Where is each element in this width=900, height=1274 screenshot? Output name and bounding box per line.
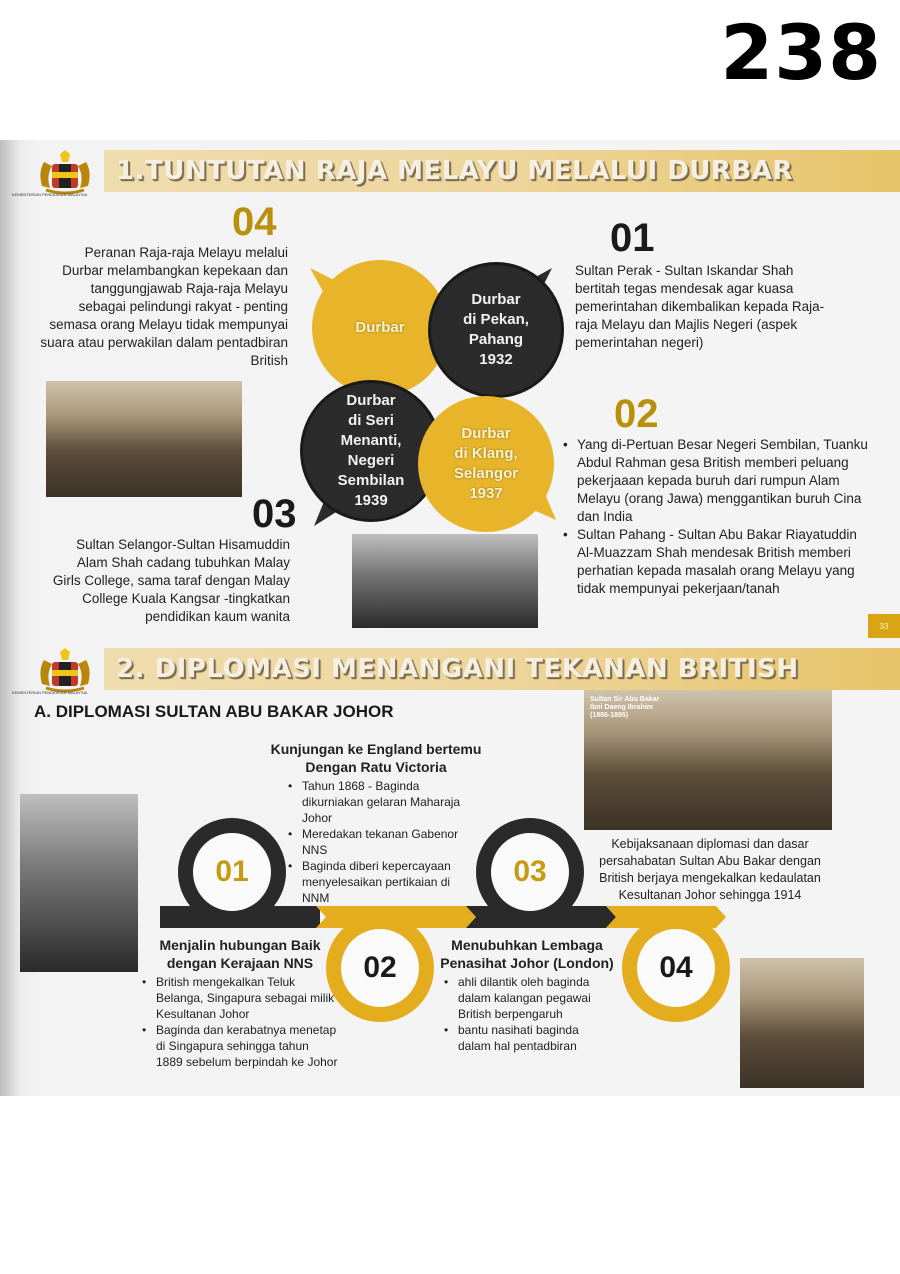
slide-title: 1.TUNTUTAN RAJA MELAYU MELALUI DURBAR [116,156,793,186]
timeline-step-02: 02 [326,914,434,1022]
timeline-bullet: • Baginda dan kerabatnya menetap di Singapura sehingga tahun 1889 sebelum berpindah ke Johor [142,1022,338,1070]
timeline-04-list [444,974,604,1054]
section-subtitle: A. DIPLOMASI SULTAN ABU BAKAR JOHOR [34,702,394,721]
point-number-03: 03 [252,492,297,536]
point-02-list [563,436,873,598]
bubble-label: Durbar di Seri Menanti, Negeri Sembilan 1939 [337,392,405,509]
timeline-02-content [142,936,338,1070]
timeline-step-01: 01 [178,818,286,926]
timeline-bullet: • British mengekalkan Teluk Belanga, Singapura sebagai milik Kesultanan Johor [142,974,338,1022]
timeline-bullet: • bantu nasihati baginda dalam hal pentadbiran [444,1022,604,1054]
bubble-label: Durbar di Klang, Selangor 1937 [453,425,519,502]
bubble-label: Durbar [355,319,405,336]
timeline-bullet: • ahli dilantik oleh baginda dalam kalangan pegawai British berpengaruh [444,974,604,1022]
timeline-bullet: • Meredakan tekanan Gabenor NNS [288,826,468,858]
timeline-bullet: • Baginda diberi kepercayaan menyelesaikan pertikaian di NNM [288,858,468,906]
ministry-caption: KEMENTERIAN PENDIDIKAN MALAYSIA [12,192,88,197]
slide-title-bar [104,648,900,690]
sultan-abu-bakar-collage [584,690,832,830]
bubble-label: Durbar di Pekan, Pahang 1932 [463,291,529,368]
slide-title: 2. DIPLOMASI MENANGANI TEKANAN BRITISH [116,654,799,684]
queen-victoria-portrait [740,958,864,1088]
point-02-bullet: • Yang di-Pertuan Besar Negeri Sembilan, Tuanku Abdul Rahman gesa British memberi peluang pekerjaaan kepada buruh dari rumpun Alam Melayu (orang Jawa) menggantikan buruh Cina dan India [563,436,873,526]
durbar-bubble-klang [418,396,554,532]
point-01-text: Sultan Perak - Sultan Iskandar Shah bertitah tegas mendesak agar kuasa pemerintahan dikembalikan kepada Raja-raja Melayu dan Majlis Negeri (aspek pemerintahan negeri) [575,263,825,350]
timeline-01-list [288,778,468,906]
summary-text: Kebijaksanaan diplomasi dan dasar persahabatan Sultan Abu Bakar dengan British berjaya mengekalkan kedaulatan Kesultanan Johor sehingga 1914 [599,837,821,902]
ministry-caption: KEMENTERIAN PENDIDIKAN MALAYSIA [12,690,88,695]
slide-durbar [0,140,900,638]
timeline-step-04: 04 [622,914,730,1022]
point-number-02: 02 [614,392,659,436]
sultan-abu-bakar-portrait [20,794,138,972]
timeline-02-title: Menjalin hubungan Baik dengan Kerajaan NNS [159,937,321,971]
timeline-01-title: Kunjungan ke England bertemu Dengan Ratu Victoria [270,741,482,775]
collage-caption: Sultan Sir Abu Bakar Ibni Daeng Ibrahim (1886-1895) [590,696,660,719]
durbar-group-photo [46,381,242,497]
timeline-04-title: Menubuhkan Lembaga Penasihat Johor (London) [440,937,614,971]
durbar-bubble-pekan [428,262,564,398]
slide-number-badge: 33 [868,614,900,638]
timeline-01-content [258,740,494,906]
timeline-04-content [432,936,622,1054]
point-number-01: 01 [610,216,655,260]
timeline-step-03: 03 [476,818,584,926]
point-02-bullet: • Sultan Pahang - Sultan Abu Bakar Riayatuddin Al-Muazzam Shah mendesak British memberi perhatian kepada masalah orang Melayu yang tidak mempunyai pekerjaan/tanah [563,526,873,598]
timeline-bullet: • Tahun 1868 - Baginda dikurniakan gelaran Maharaja Johor [288,778,468,826]
slide-title-bar [104,150,900,192]
timeline-02-list [142,974,338,1070]
page-number: 238 [720,8,882,97]
slide-diplomasi [0,638,900,1096]
point-number-04: 04 [232,200,277,244]
point-03-text: Sultan Selangor-Sultan Hisamuddin Alam Shah cadang tubuhkan Malay Girls College, sama taraf dengan Malay College Kuala Kangsar -tingkatkan pendidikan kaum wanita [52,537,290,624]
point-04-text: Peranan Raja-raja Melayu melalui Durbar melambangkan kepekaan dan tanggungjawab Raja-raja Melayu sebagai pelindungi rakyat - penting semasa orang Melayu tidak mempunyai suara atau perwakilan dalam pentadbiran British [40,245,288,368]
malay-girls-college-photo [352,534,538,628]
